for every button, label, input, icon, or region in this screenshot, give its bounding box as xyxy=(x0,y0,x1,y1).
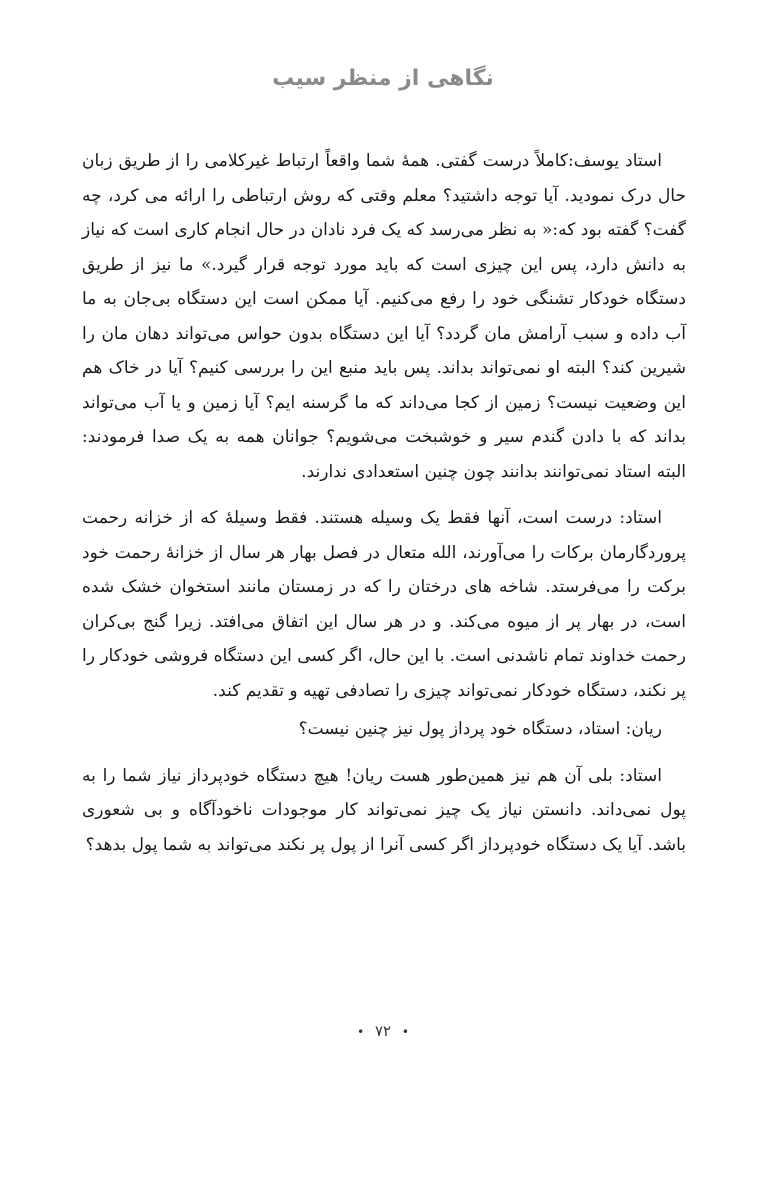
paragraph-1: استاد یوسف:کاملاً درست گفتی. همهٔ شما واقعاً ارتباط غیرکلامی را از طریق زبان حال درک نمودید. آیا توجه داشتید؟ معلم وقتی که روش ارتباطی را ارائه می کرد، چه گفت؟ گفته بود که:« به نظر می‌رسد که یک فرد نادان در حال انجام کاری است که نیاز به دانش دارد، پس این چیزی است که باید مورد توجه قرار گیرد.» ما نیز از طریق دستگاه خودکار تشنگی خود را رفع می‌کنیم. آیا ممکن است این دستگاه بی‌جان به ما آب داده و سبب آرامش مان گردد؟ آیا این دستگاه بدون حواس می‌تواند دهان مان را شیرین کند؟ البته او نمی‌تواند بداند. پس باید منبع این را بررسی کنیم؟ آیا در خاک هم این وضعیت نیست؟ زمین از کجا می‌داند که ما گرسنه ایم؟ آیا زمین و یا آب می‌تواند بداند که با دادن گندم سیر و خوشبخت می‌شویم؟ جوانان همه به یک صدا فرمودند: البته استاد نمی‌توانند بدانند چون چنین استعدادی ندارند. xyxy=(82,151,686,482)
paragraph-4: استاد: بلی آن هم نیز همین‌طور هست ریان! هیچ دستگاه خودپرداز نیاز شما را به پول نمی‌داند. دانستن نیاز یک چیز نمی‌تواند کار موجودات ناخودآگاه و بی شعوری باشد. آیا یک دستگاه خودپرداز اگر کسی آنرا از پول پر نکند می‌تواند به شما پول بدهد؟ xyxy=(82,765,686,855)
running-head-title: نگاهی از منظر سیب xyxy=(272,66,494,91)
body-text xyxy=(82,144,686,862)
paragraph-3: ریان: استاد، دستگاه خود پرداز پول نیز چنین نیست؟ xyxy=(298,719,662,739)
page-footer xyxy=(0,1022,766,1040)
footer-ornament-right: • xyxy=(357,1025,365,1039)
page-number: ۷۲ xyxy=(374,1022,392,1040)
paragraph-2: استاد: درست است، آنها فقط یک وسیله هستند. فقط وسیلهٔ که از خزانه رحمت پروردگارمان برکات را می‌آورند، الله متعال در فصل بهار هر سال از خزانهٔ رحمت خود برکت را می‌فرستد. شاخه های درختان را که در زمستان مانند استخوان خشک شده است، در بهار پر از میوه می‌کند. و در هر سال این اتفاق می‌افتد. زیرا گنج بی‌کران رحمت خداوند تمام ناشدنی است. با این حال، اگر کسی این دستگاه فروشی خودکار را پر نکند، دستگاه خودکار نمی‌تواند چیزی را تصادفی تهیه و تقدیم کند. xyxy=(82,508,686,701)
footer-ornament-left: • xyxy=(401,1025,409,1039)
